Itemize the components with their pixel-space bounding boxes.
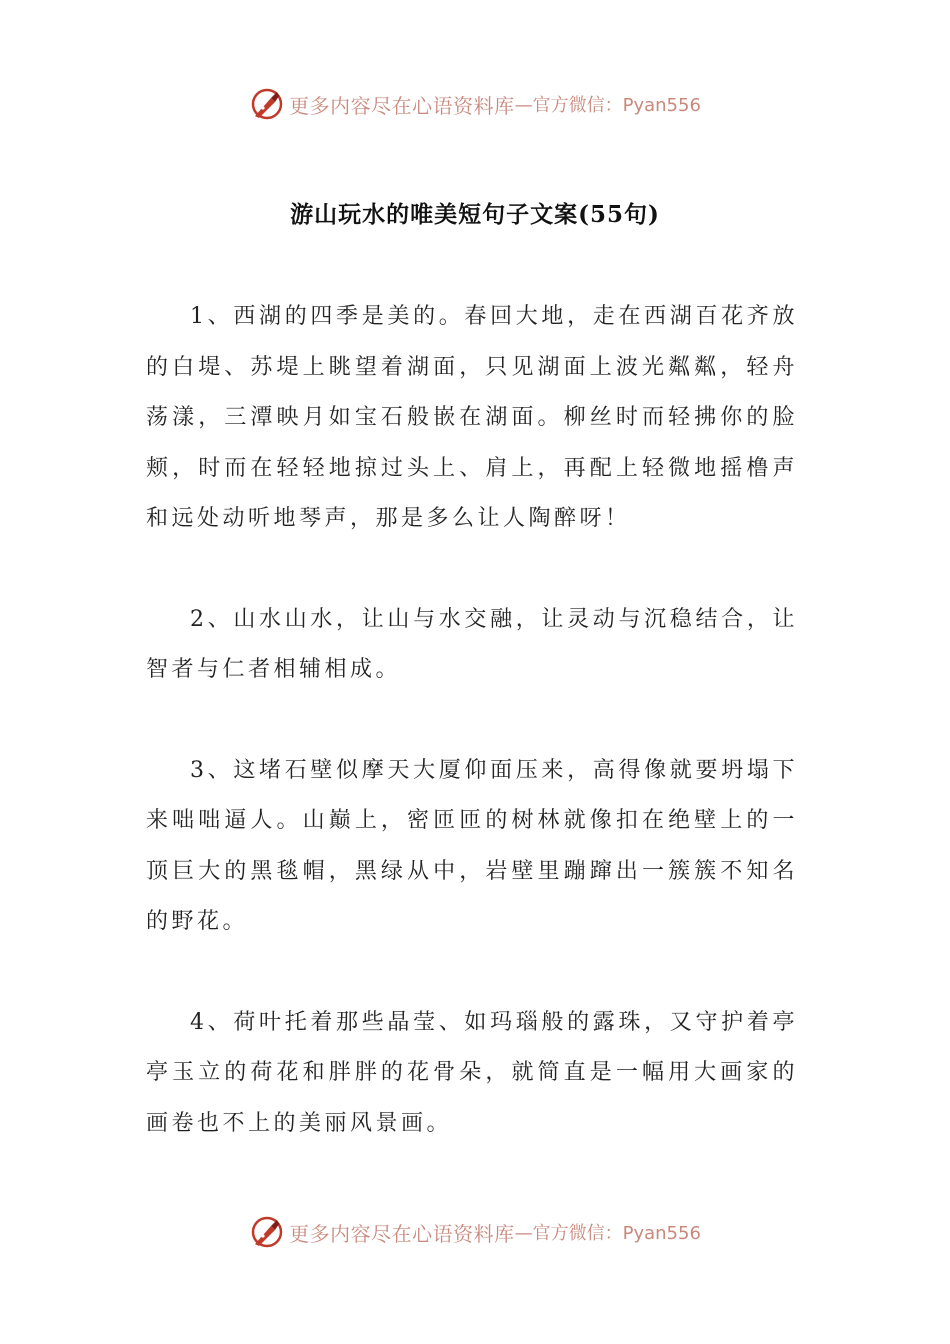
- pen-nib-circle-icon: [249, 1214, 285, 1250]
- paragraph-2: 2、山水山水，让山与水交融，让灵动与沉稳结合，让智者与仁者相辅相成。: [146, 606, 798, 682]
- paragraph-1: 1、西湖的四季是美的。春回大地，走在西湖百花齐放的白堤、苏堤上眺望着湖面，只见湖面上波光粼粼，轻舟荡漾，三潭映月如宝石般嵌在湖面。柳丝时而轻拂你的脸颊，时而在轻轻地掠过头上、肩上，再配上轻微地摇橹声和远处动听地琴声，那是多么让人陶醉呀！: [146, 304, 798, 531]
- article-body: [146, 292, 798, 1199]
- pen-nib-circle-icon: [249, 86, 285, 122]
- site-name: 更多内容尽在心语资料库: [289, 93, 515, 118]
- header-banner: [0, 82, 950, 126]
- footer-banner: [0, 1210, 950, 1254]
- page-title: 游山玩水的唯美短句子文案(55句): [290, 201, 660, 228]
- paragraph-3: 3、这堵石壁似摩天大厦仰面压来，高得像就要坍塌下来咄咄逼人。山巅上，密匝匝的树林就像扣在绝壁上的一顶巨大的黑毯帽，黑绿从中，岩壁里蹦蹿出一簇簇不知名的野花。: [146, 757, 798, 934]
- paragraph-4: 4、荷叶托着那些晶莹、如玛瑙般的露珠，又守护着亭亭玉立的荷花和胖胖的花骨朵，就简直是一幅用大画家的画卷也不上的美丽风景画。: [146, 1009, 798, 1136]
- wechat-id: —官方微信：Pyan556: [514, 1223, 701, 1244]
- wechat-id: —官方微信：Pyan556: [514, 95, 701, 116]
- site-name: 更多内容尽在心语资料库: [289, 1221, 515, 1246]
